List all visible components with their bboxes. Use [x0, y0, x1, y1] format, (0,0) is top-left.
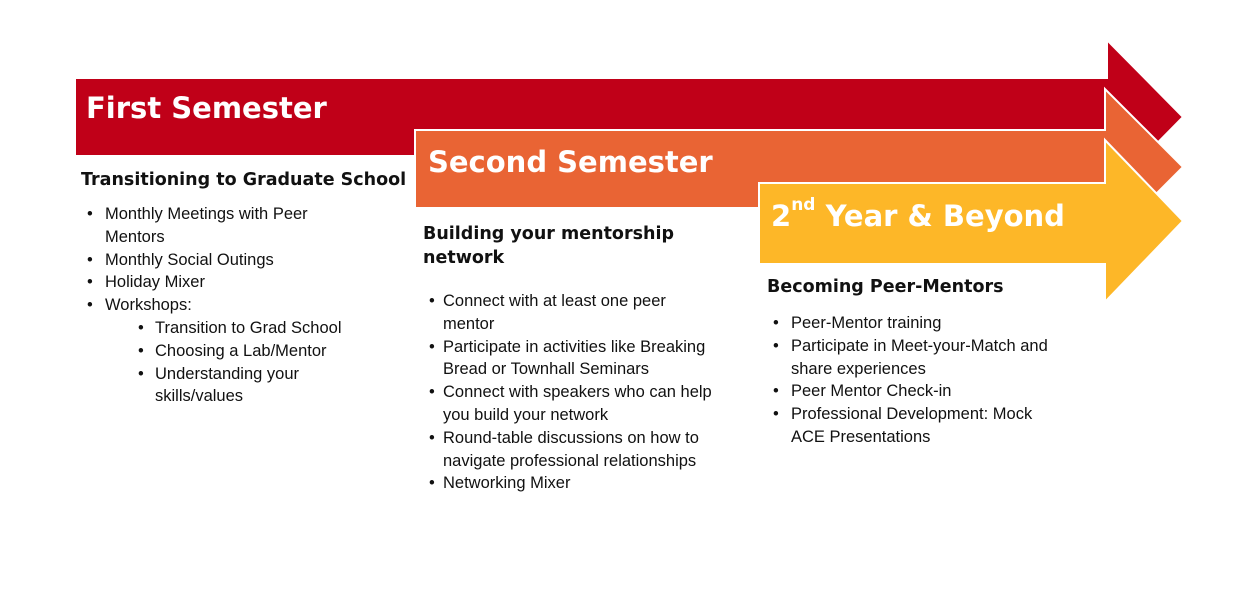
second-semester-heading: Building your mentorship network: [423, 224, 674, 268]
second-semester-column: [423, 222, 723, 495]
list-item: • Monthly Meetings with Peer Mentors: [81, 203, 346, 249]
first-semester-column: [81, 168, 416, 408]
list-item: • Workshops:: [81, 294, 346, 317]
list-item: • Peer-Mentor training: [767, 312, 1057, 335]
second-semester-title: Second Semester: [428, 145, 713, 179]
second-year-title-text: Year & Beyond: [815, 199, 1065, 233]
first-semester-heading: Transitioning to Graduate School: [81, 170, 407, 190]
second-semester-list: [423, 290, 719, 495]
workshops-list: [138, 317, 358, 408]
list-item: • Connect with speakers who can help you build your network: [423, 381, 719, 427]
workshop-item: • Transition to Grad School: [138, 317, 358, 340]
second-year-title-suffix: nd: [791, 195, 816, 215]
second-year-heading: Becoming Peer-Mentors: [767, 277, 1004, 297]
workshop-item: • Choosing a Lab/Mentor: [138, 340, 358, 363]
list-item: • Participate in activities like Breaking Bread or Townhall Seminars: [423, 336, 719, 382]
list-item: • Participate in Meet-your-Match and share experiences: [767, 335, 1057, 381]
list-item: • Holiday Mixer: [81, 271, 346, 294]
list-item: • Networking Mixer: [423, 472, 719, 495]
workshop-item: • Understanding your skills/values: [138, 363, 358, 409]
list-item: • Professional Development: Mock ACE Presentations: [767, 403, 1057, 449]
list-item: • Peer Mentor Check-in: [767, 380, 1057, 403]
second-year-column: [767, 275, 1067, 449]
list-item: • Monthly Social Outings: [81, 249, 346, 272]
second-year-list: [767, 312, 1057, 449]
list-item: • Round-table discussions on how to navigate professional relationships: [423, 427, 719, 473]
second-year-title-number: 2: [771, 199, 792, 233]
first-semester-title: First Semester: [86, 91, 327, 125]
second-year-title: [771, 195, 1065, 233]
first-semester-list: [81, 203, 346, 317]
list-item: • Connect with at least one peer mentor: [423, 290, 719, 336]
